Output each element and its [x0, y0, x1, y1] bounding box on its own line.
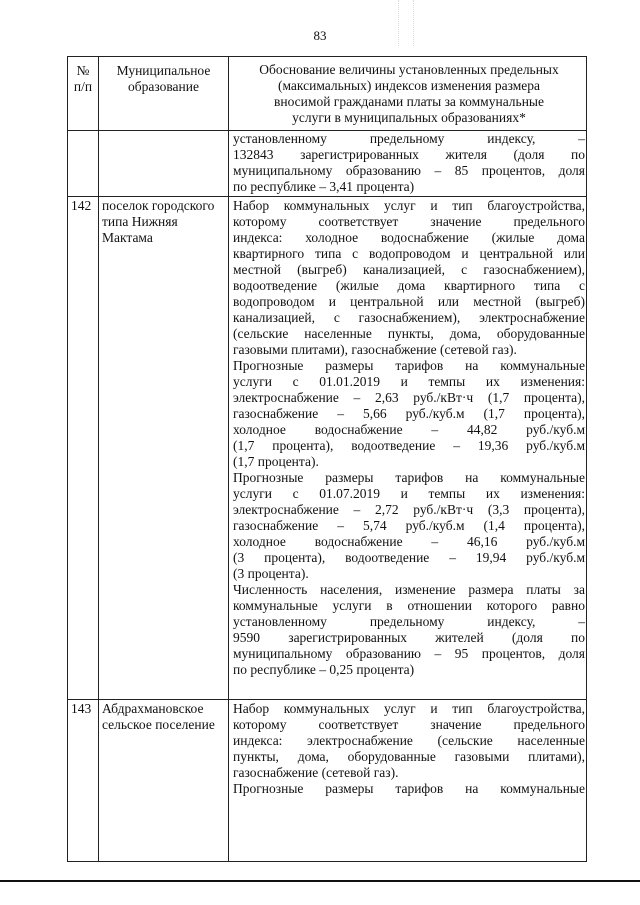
- header-municipality: Муниципальное образование: [116, 63, 211, 94]
- column-divider: [228, 57, 229, 861]
- page-number: 83: [313, 28, 327, 43]
- header-number: № п/п: [73, 63, 93, 94]
- row-municipality: поселок городского типа Нижняя Мактама: [102, 198, 215, 245]
- row-municipality: Абдрахмановское сельское поселение: [102, 701, 215, 732]
- column-divider: [98, 57, 99, 861]
- row-justification-text: Набор коммунальных услуг и тип благоустройства, которому соответствует значение предельного индекса: электроснабжение (сельские населенные пункты, дома, оборудованные газовыми плитами), газоснабжение (сетевой газ). Прогнозные размеры тарифов на коммунальные: [233, 701, 585, 796]
- row-justification-text: Набор коммунальных услуг и тип благоустройства, которому соответствует значение предельного индекса: холодное водоснабжение (жилые дома квартирного типа с водопроводом и центральной или местной (выгреб) канализацией, с газоснабжением), водоотведение (жилые дома квартирного типа с водопроводом и центральной или местной (выгреб) канализацией, с газоснабжением), электроснабжение (сельские населенные пункты, дома, оборудованные газовыми плитами), газоснабжение (сетевой газ). Прогнозные размеры тарифов на коммунальные услуги с 01.01.2019 и темпы их изменения: электроснабжение – 2,63 руб./кВт·ч (1,7 процента), газоснабжение – 5,66 руб./куб.м (1,7 процента), холодное водоснабжение – 44,82 руб./куб.м (1,7 процента), водоотведение – 19,36 руб./куб.м (1,7 процента). Прогнозные размеры тарифов на коммунальные услуги с 01.07.2019 и темпы их изменения: электроснабжение – 2,72 руб./кВт·ч (3,3 процента), газоснабжение – 5,74 руб./куб.м (1,4 процента), холодное водоснабжение – 46,16 руб./куб.м (3 процента), водоотведение – 19,94 руб./куб.м (3 процента). Численность населения, изменение размера платы за коммунальные услуги в отношении которого равно установленному предельному индексу, – 9590 зарегистрированных жителей (доля по муниципальному образованию – 95 процентов, доля по республике – 0,25 процента): [233, 198, 585, 677]
- header-justification: Обоснование величины установленных предельных (максимальных) индексов изменения размера вносимой гражданами платы за коммунальные услуги в муниципальных образованиях*: [259, 62, 559, 125]
- tariff-table: [67, 56, 587, 862]
- scan-bottom-edge: [0, 880, 640, 882]
- table-row-continuation-text: установленному предельному индексу, – 132843 зарегистрированных жителя (доля по муниципальному образованию – 85 процентов, доля по республике – 3,41 процента): [233, 131, 585, 194]
- row-divider: [68, 196, 586, 197]
- row-divider: [68, 699, 586, 700]
- row-number: 142: [71, 198, 92, 213]
- row-number: 143: [71, 701, 92, 716]
